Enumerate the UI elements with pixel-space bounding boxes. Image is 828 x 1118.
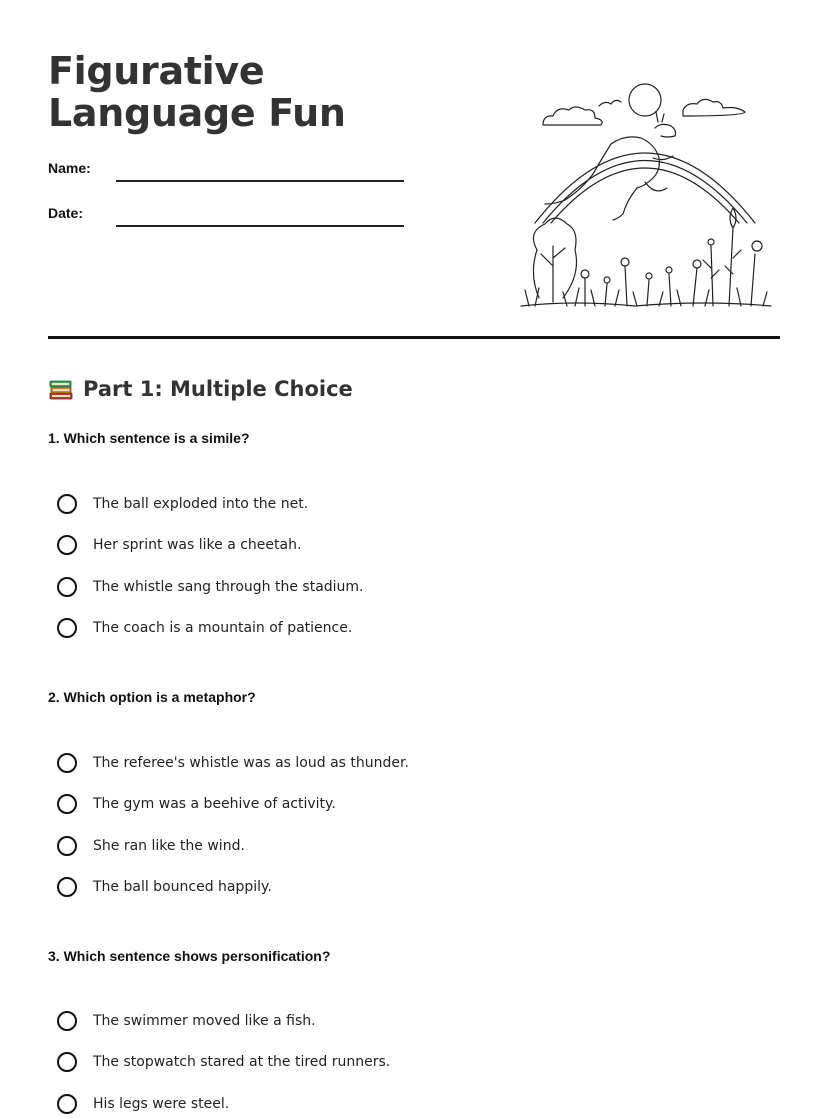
radio-button[interactable] <box>57 494 77 514</box>
radio-button[interactable] <box>57 535 77 555</box>
question-2-prompt: 2. Which option is a metaphor? <box>48 689 256 705</box>
date-field[interactable] <box>48 205 408 229</box>
kangaroo-icon <box>545 112 676 220</box>
cloud-icon <box>543 107 602 125</box>
option-label: The swimmer moved like a fish. <box>93 1013 316 1029</box>
date-label: Date: <box>48 205 84 221</box>
question-2-option-4[interactable] <box>57 875 272 899</box>
question-2-option-1[interactable] <box>57 751 409 775</box>
radio-button[interactable] <box>57 618 77 638</box>
tree-icon <box>533 218 576 302</box>
option-label: The ball exploded into the net. <box>93 496 309 512</box>
radio-button[interactable] <box>57 836 77 856</box>
name-field[interactable] <box>48 160 408 184</box>
flowers-grass-icon <box>521 208 771 306</box>
section-divider <box>48 336 780 339</box>
question-1-option-1[interactable] <box>57 492 308 516</box>
option-label: The stopwatch stared at the tired runners. <box>93 1054 391 1070</box>
radio-button[interactable] <box>57 577 77 597</box>
radio-button[interactable] <box>57 877 77 897</box>
name-label: Name: <box>48 160 91 176</box>
question-3-option-2[interactable] <box>57 1050 390 1074</box>
radio-button[interactable] <box>57 1052 77 1072</box>
question-2-option-3[interactable] <box>57 834 245 858</box>
option-label: The whistle sang through the stadium. <box>93 579 364 595</box>
question-3-option-3[interactable] <box>57 1092 229 1116</box>
question-1-prompt: 1. Which sentence is a simile? <box>48 430 250 446</box>
question-1-option-2[interactable] <box>57 533 301 557</box>
question-3-prompt: 3. Which sentence shows personification? <box>48 948 331 964</box>
radio-button[interactable] <box>57 753 77 773</box>
books-icon <box>48 376 74 402</box>
option-label: She ran like the wind. <box>93 838 245 854</box>
question-2-option-2[interactable] <box>57 792 336 816</box>
rainbow-icon <box>535 153 755 223</box>
part-1-heading <box>48 374 353 404</box>
part-1-title: Part 1: Multiple Choice <box>83 377 353 401</box>
option-label: The coach is a mountain of patience. <box>93 620 353 636</box>
option-label: His legs were steel. <box>93 1096 230 1112</box>
question-1-option-4[interactable] <box>57 616 352 640</box>
cloud-icon-2 <box>683 99 745 116</box>
date-line[interactable] <box>116 225 404 227</box>
question-3-option-1[interactable] <box>57 1009 316 1033</box>
option-label: The gym was a beehive of activity. <box>93 796 336 812</box>
sun-icon <box>629 84 661 116</box>
question-1-option-3[interactable] <box>57 575 364 599</box>
radio-button[interactable] <box>57 1094 77 1114</box>
name-line[interactable] <box>116 180 404 182</box>
option-label: The referee's whistle was as loud as thunder. <box>93 755 409 771</box>
kangaroo-rainbow-illustration <box>515 78 777 314</box>
option-label: The ball bounced happily. <box>93 879 272 895</box>
option-label: Her sprint was like a cheetah. <box>93 537 302 553</box>
radio-button[interactable] <box>57 1011 77 1031</box>
radio-button[interactable] <box>57 794 77 814</box>
worksheet-title: Figurative Language Fun <box>48 49 346 135</box>
